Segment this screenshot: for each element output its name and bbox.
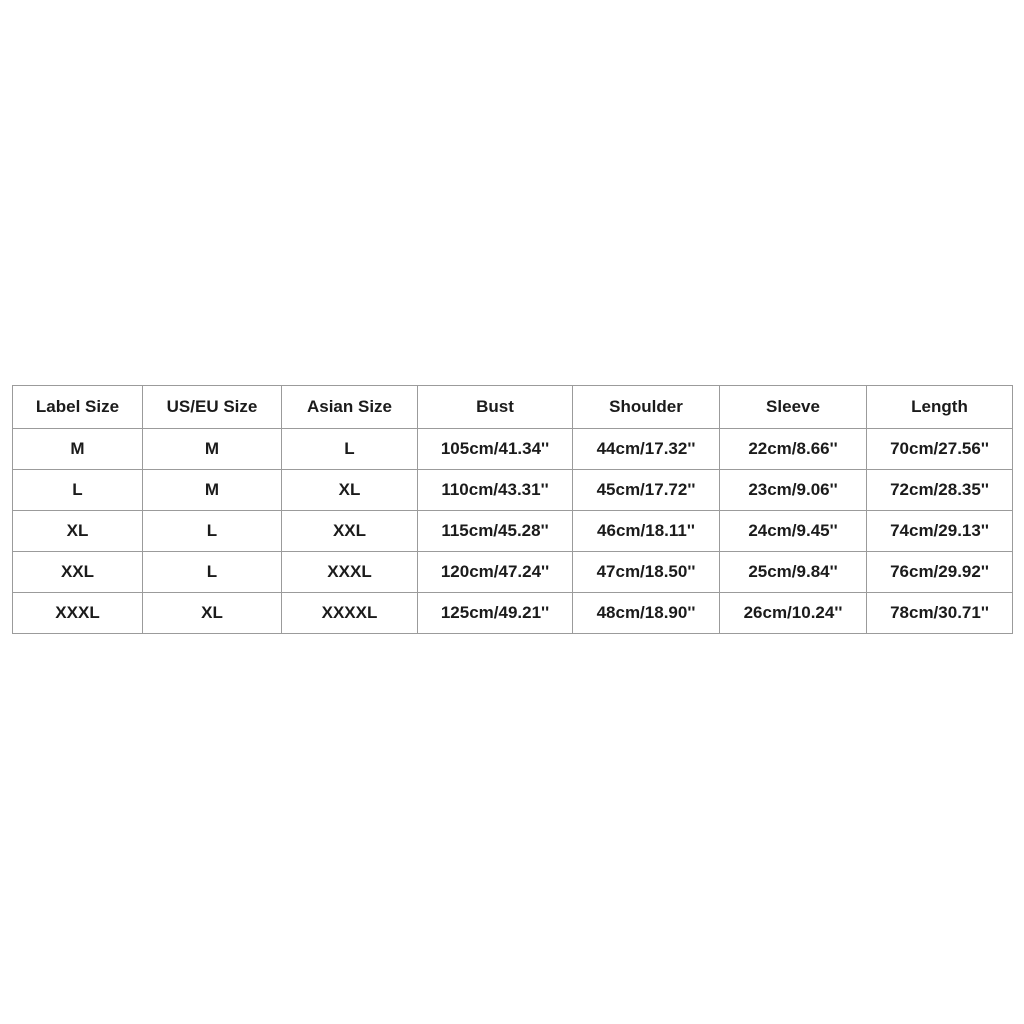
table-cell: M [13, 429, 143, 470]
column-header: Label Size [13, 386, 143, 429]
size-chart-body [13, 429, 1013, 634]
column-header: Length [867, 386, 1013, 429]
column-header: Sleeve [720, 386, 867, 429]
header-row [13, 386, 1013, 429]
table-cell: 47cm/18.50'' [573, 552, 720, 593]
table-cell: XXL [282, 511, 418, 552]
table-cell: 120cm/47.24'' [418, 552, 573, 593]
column-header: US/EU Size [143, 386, 282, 429]
table-cell: 48cm/18.90'' [573, 593, 720, 634]
table-cell: 105cm/41.34'' [418, 429, 573, 470]
table-row [13, 593, 1013, 634]
table-cell: 44cm/17.32'' [573, 429, 720, 470]
table-cell: 78cm/30.71'' [867, 593, 1013, 634]
column-header: Bust [418, 386, 573, 429]
size-chart-head [13, 386, 1013, 429]
table-cell: 46cm/18.11'' [573, 511, 720, 552]
table-cell: 110cm/43.31'' [418, 470, 573, 511]
table-cell: XXXXL [282, 593, 418, 634]
table-cell: L [143, 511, 282, 552]
table-cell: M [143, 470, 282, 511]
table-cell: 72cm/28.35'' [867, 470, 1013, 511]
column-header: Shoulder [573, 386, 720, 429]
table-row [13, 470, 1013, 511]
table-row [13, 429, 1013, 470]
table-cell: 74cm/29.13'' [867, 511, 1013, 552]
table-cell: 23cm/9.06'' [720, 470, 867, 511]
table-cell: XXXL [282, 552, 418, 593]
table-cell: 125cm/49.21'' [418, 593, 573, 634]
table-cell: L [143, 552, 282, 593]
table-cell: XXL [13, 552, 143, 593]
table-cell: 76cm/29.92'' [867, 552, 1013, 593]
size-chart-table [12, 385, 1013, 634]
table-cell: 25cm/9.84'' [720, 552, 867, 593]
table-cell: 45cm/17.72'' [573, 470, 720, 511]
table-row [13, 511, 1013, 552]
column-header: Asian Size [282, 386, 418, 429]
table-cell: M [143, 429, 282, 470]
table-cell: XL [143, 593, 282, 634]
table-cell: XL [282, 470, 418, 511]
table-cell: 22cm/8.66'' [720, 429, 867, 470]
table-cell: 26cm/10.24'' [720, 593, 867, 634]
table-cell: XL [13, 511, 143, 552]
table-cell: 115cm/45.28'' [418, 511, 573, 552]
table-cell: XXXL [13, 593, 143, 634]
table-cell: L [13, 470, 143, 511]
table-cell: 24cm/9.45'' [720, 511, 867, 552]
table-row [13, 552, 1013, 593]
table-cell: L [282, 429, 418, 470]
table-cell: 70cm/27.56'' [867, 429, 1013, 470]
